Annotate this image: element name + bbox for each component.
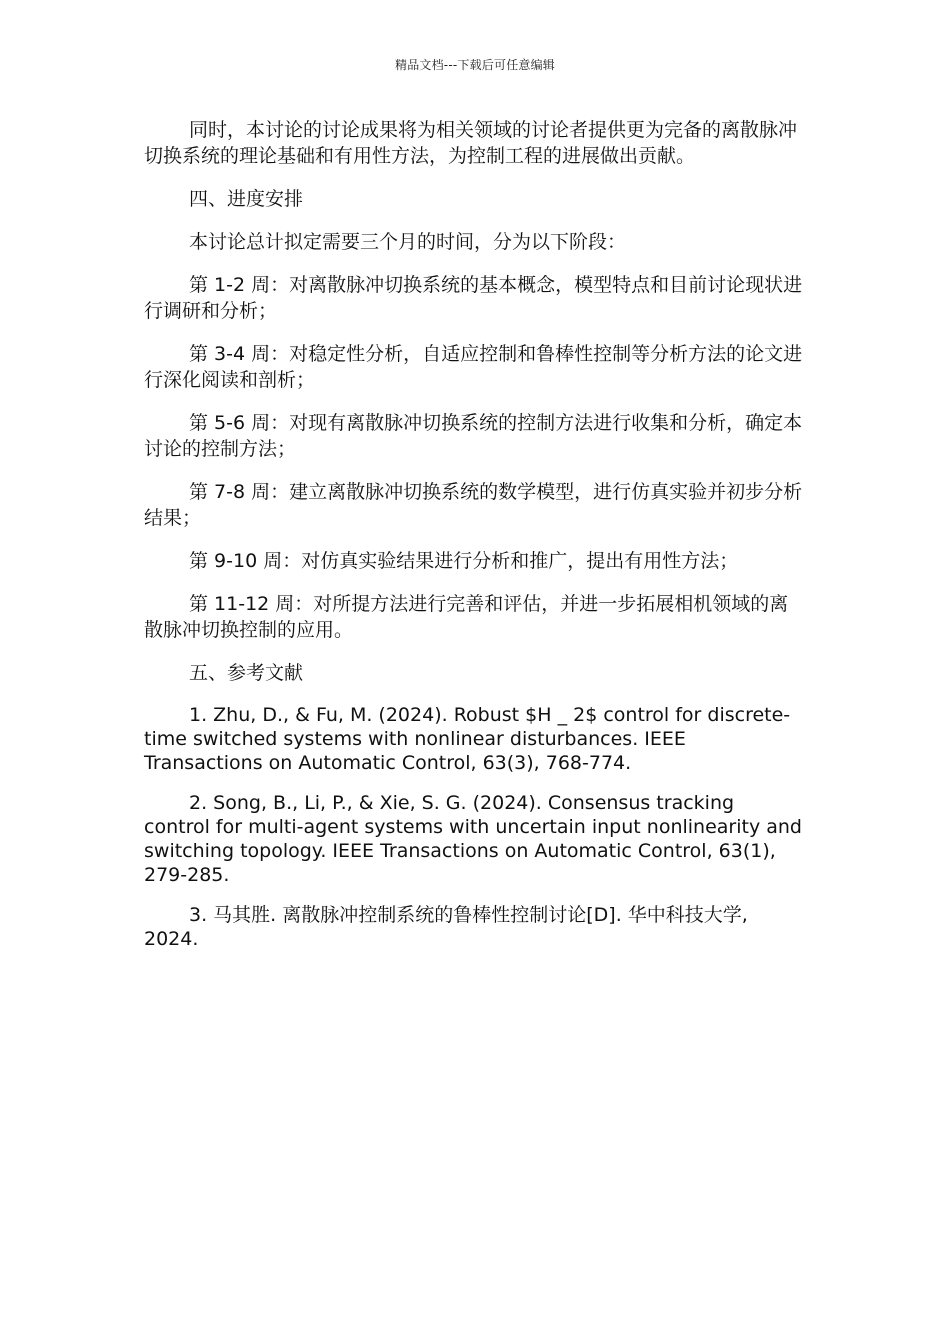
schedule-item-weeks-9-10: 第 9-10 周：对仿真实验结果进行分析和推广，提出有用性方法； xyxy=(189,550,739,572)
section-heading-references: 五、参考文献 xyxy=(189,662,304,684)
schedule-item-weeks-11-12: 第 11-12 周：对所提方法进行完善和评估，并进一步拓展相机领域的离散脉冲切换控制的应用。 xyxy=(144,593,789,641)
document-body xyxy=(144,117,804,967)
schedule-item-weeks-1-2: 第 1-2 周：对离散脉冲切换系统的基本概念，模型特点和目前讨论现状进行调研和分析； xyxy=(144,274,803,322)
reference-item-3: 3. 马其胜. 离散脉冲控制系统的鲁棒性控制讨论[D]. 华中科技大学, 2024. xyxy=(144,904,748,950)
paragraph-contribution: 同时，本讨论的讨论成果将为相关领域的讨论者提供更为完备的离散脉冲切换系统的理论基础和有用性方法，为控制工程的进展做出贡献。 xyxy=(144,119,798,167)
schedule-item-weeks-3-4: 第 3-4 周：对稳定性分析，自适应控制和鲁棒性控制等分析方法的论文进行深化阅读和剖析； xyxy=(144,343,803,391)
reference-item-2: 2. Song, B., Li, P., & Xie, S. G. (2024). Consensus tracking control for multi-agent systems with uncertain input nonlinearity and switching topology. IEEE Transactions on Automatic Control, 63(1), 279-285. xyxy=(144,792,802,886)
paragraph-schedule-intro: 本讨论总计拟定需要三个月的时间，分为以下阶段： xyxy=(189,231,627,253)
page-header: 精品文档---下载后可任意编辑 xyxy=(395,58,555,72)
schedule-item-weeks-7-8: 第 7-8 周：建立离散脉冲切换系统的数学模型，进行仿真实验并初步分析结果； xyxy=(144,481,803,529)
schedule-item-weeks-5-6: 第 5-6 周：对现有离散脉冲切换系统的控制方法进行收集和分析，确定本讨论的控制方法； xyxy=(144,412,803,460)
section-heading-schedule: 四、进度安排 xyxy=(189,188,304,210)
reference-item-1: 1. Zhu, D., & Fu, M. (2024). Robust $H _ 2$ control for discrete-time switched systems with nonlinear disturbances. IEEE Transactions on Automatic Control, 63(3), 768-774. xyxy=(144,704,791,774)
